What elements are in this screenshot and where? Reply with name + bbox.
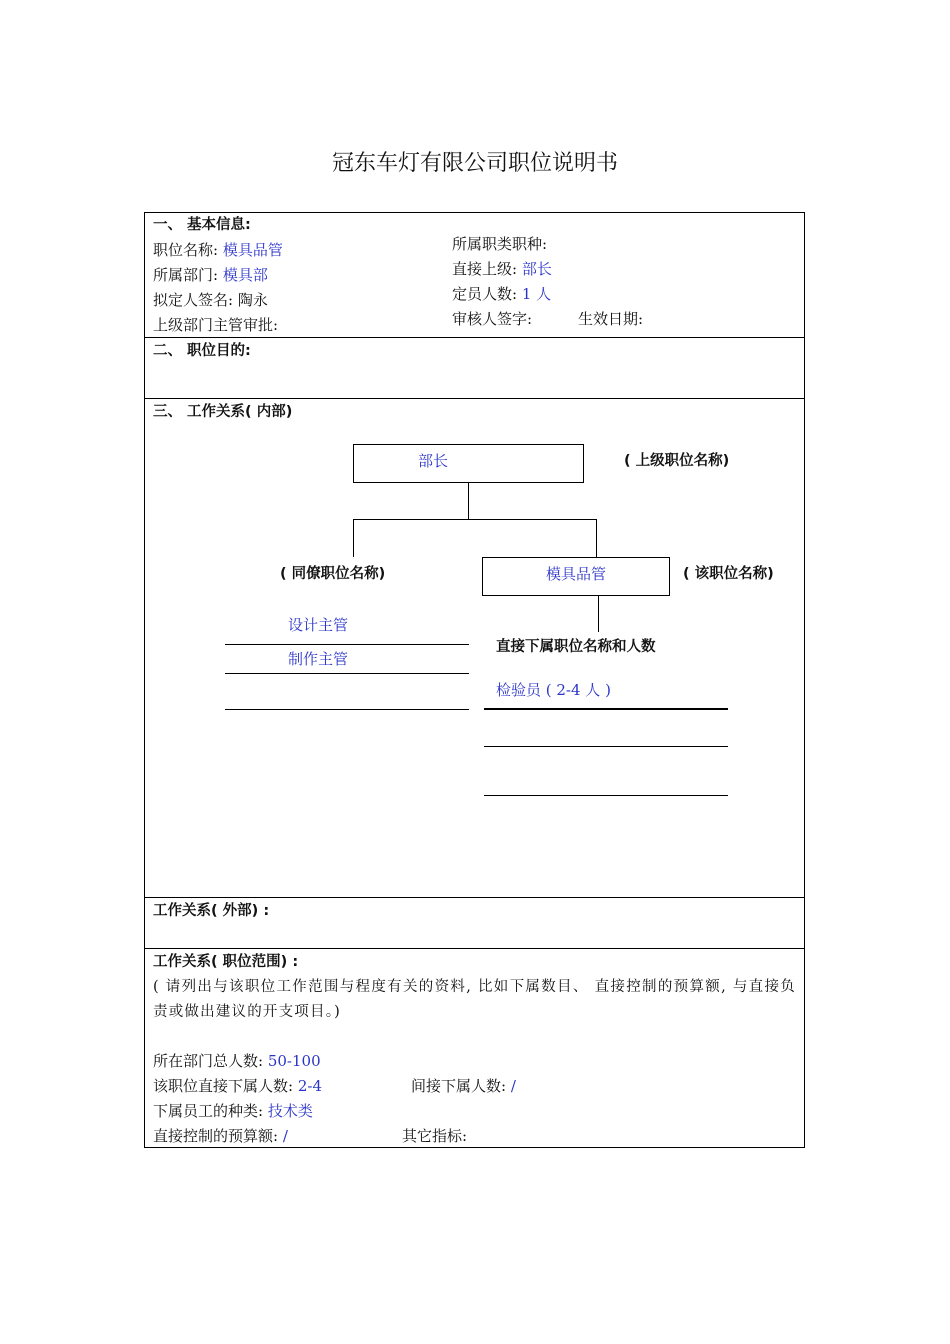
drafter-row bbox=[153, 290, 268, 310]
peer-item: 制作主管 bbox=[288, 650, 349, 668]
superior-box bbox=[353, 444, 584, 483]
staff-type-value: 技术类 bbox=[267, 1102, 313, 1120]
connector-self-drop bbox=[596, 519, 597, 558]
subordinate-item: 检验员 ( 2-4 人 ) bbox=[496, 681, 611, 699]
budget-row bbox=[153, 1126, 288, 1146]
position-name-value: 模具品管 bbox=[222, 241, 283, 259]
connector-subordinate bbox=[598, 596, 599, 632]
scope-heading: 工作关系( 职位范围) : bbox=[153, 954, 299, 970]
document-title: 冠东车灯有限公司职位说明书 bbox=[331, 151, 618, 176]
position-name-label: 职位名称: bbox=[153, 241, 219, 259]
indirect-sub-value: / bbox=[510, 1077, 516, 1095]
dept-total-label: 所在部门总人数: bbox=[153, 1052, 264, 1070]
connector-vertical-top bbox=[468, 483, 469, 520]
drafter-value: 陶永 bbox=[237, 291, 268, 309]
department-label: 所属部门: bbox=[153, 266, 219, 284]
staff-type-row bbox=[153, 1101, 313, 1121]
position-name-row bbox=[153, 240, 283, 260]
superior-box-label: 部长 bbox=[418, 452, 449, 470]
category-label: 所属职类职种: bbox=[452, 235, 548, 253]
superior-caption: ( 上级职位名称) bbox=[624, 453, 730, 469]
peer-underline bbox=[225, 709, 469, 710]
self-caption: ( 该职位名称) bbox=[683, 566, 774, 582]
scope-note: ( 请列出与该职位工作范围与程度有关的资料, 比如下属数目、 直接控制的预算额, 与直接负责或做出建议的开支项目。) bbox=[153, 979, 796, 1020]
department-row bbox=[153, 265, 268, 285]
connector-peer-drop bbox=[353, 519, 354, 557]
subordinates-heading: 直接下属职位名称和人数 bbox=[496, 639, 656, 655]
divider-basic bbox=[144, 337, 805, 338]
dept-total-row bbox=[153, 1051, 321, 1071]
superior-value: 部长 bbox=[521, 260, 552, 278]
self-box-label: 模具品管 bbox=[546, 565, 607, 583]
peer-underline bbox=[225, 673, 469, 674]
divider-internal bbox=[144, 897, 805, 898]
approval-label: 上级部门主管审批: bbox=[153, 316, 279, 334]
direct-sub-label: 该职位直接下属人数: bbox=[153, 1077, 294, 1095]
budget-label: 直接控制的预算额: bbox=[153, 1127, 279, 1145]
headcount-value: 1 人 bbox=[521, 285, 552, 303]
subordinate-underline bbox=[484, 708, 728, 710]
headcount-label: 定员人数: bbox=[452, 285, 518, 303]
peer-caption: ( 同僚职位名称) bbox=[280, 566, 386, 582]
drafter-label: 拟定人签名: bbox=[153, 291, 234, 309]
direct-sub-value: 2-4 bbox=[297, 1077, 322, 1095]
subordinate-underline bbox=[484, 746, 728, 747]
purpose-heading: 二、 职位目的: bbox=[153, 343, 251, 359]
subordinate-underline bbox=[484, 795, 728, 796]
department-value: 模具部 bbox=[222, 266, 268, 284]
indirect-sub-label: 间接下属人数: bbox=[411, 1077, 507, 1095]
external-relations-heading: 工作关系( 外部) : bbox=[153, 903, 270, 919]
budget-value: / bbox=[282, 1127, 288, 1145]
superior-row bbox=[452, 259, 552, 279]
superior-label: 直接上级: bbox=[452, 260, 518, 278]
divider-purpose bbox=[144, 398, 805, 399]
indirect-sub-row bbox=[411, 1076, 516, 1096]
direct-sub-row bbox=[153, 1076, 322, 1096]
basic-info-heading: 一、 基本信息: bbox=[153, 217, 251, 233]
effective-date-label: 生效日期: bbox=[578, 310, 644, 328]
peer-item: 设计主管 bbox=[288, 616, 349, 634]
internal-relations-heading: 三、 工作关系( 内部) bbox=[153, 404, 293, 420]
staff-type-label: 下属员工的种类: bbox=[153, 1102, 264, 1120]
dept-total-value: 50-100 bbox=[267, 1052, 321, 1070]
connector-horizontal bbox=[353, 519, 597, 520]
peer-underline bbox=[225, 644, 469, 645]
reviewer-label: 审核人签字: bbox=[452, 310, 533, 328]
other-indicators-label: 其它指标: bbox=[402, 1127, 468, 1145]
divider-external bbox=[144, 948, 805, 949]
headcount-row bbox=[452, 284, 551, 304]
